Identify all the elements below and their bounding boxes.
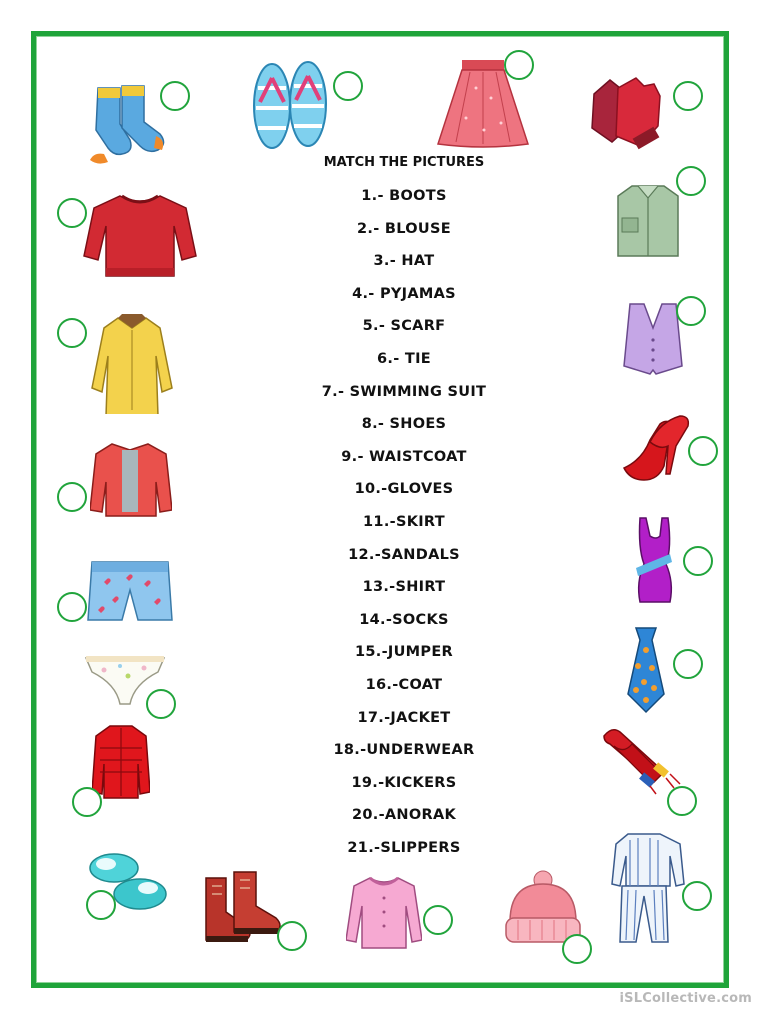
anorak-icon <box>92 724 150 800</box>
pyjamas-icon <box>602 830 686 948</box>
answer-circle[interactable] <box>673 81 703 111</box>
answer-circle[interactable] <box>676 296 706 326</box>
list-item: 14.-SOCKS <box>359 611 449 628</box>
answer-circle[interactable] <box>673 649 703 679</box>
shoes-icon <box>620 412 692 488</box>
answer-circle[interactable] <box>160 81 190 111</box>
answer-circle[interactable] <box>562 934 592 964</box>
list-item: 13.-SHIRT <box>362 579 446 596</box>
list-item: 6.- TIE <box>377 350 431 367</box>
watermark: iSLCollective.com <box>619 991 752 1006</box>
list-item: 20.-ANORAK <box>351 807 456 824</box>
answer-circle[interactable] <box>688 436 718 466</box>
list-item: 18.-UNDERWEAR <box>333 742 475 759</box>
worksheet-title: MATCH THE PICTURES <box>323 155 485 170</box>
answer-circle[interactable] <box>57 482 87 512</box>
answer-circle[interactable] <box>504 50 534 80</box>
list-item: 1.- BOOTS <box>361 188 447 204</box>
answer-circle[interactable] <box>423 905 453 935</box>
list-item: 4.- PYJAMAS <box>352 285 456 302</box>
list-item: 11.-SKIRT <box>363 513 445 530</box>
list-item: 15.-JUMPER <box>354 644 453 661</box>
list-item: 21.-SLIPPERS <box>347 839 461 856</box>
list-item: 5.- SCARF <box>362 318 446 335</box>
kickers-icon <box>200 870 282 946</box>
sandals-icon <box>248 58 332 152</box>
scarf-icon <box>600 726 684 796</box>
list-item: 16.-COAT <box>365 676 443 693</box>
list-item: 2.- BLOUSE <box>357 220 451 237</box>
answer-circle[interactable] <box>72 787 102 817</box>
gloves-icon <box>584 74 674 152</box>
coat-icon <box>90 312 174 414</box>
answer-circle[interactable] <box>57 592 87 622</box>
list-item: 10.-GLOVES <box>354 481 454 498</box>
list-item: 19.-KICKERS <box>351 774 457 791</box>
list-item: 12.-SANDALS <box>348 546 460 563</box>
jumper-icon <box>82 192 198 280</box>
shirt-icon <box>612 182 684 262</box>
blouse-icon <box>346 874 422 952</box>
answer-circle[interactable] <box>57 198 87 228</box>
list-item: 7.- SWIMMING SUIT <box>321 383 487 400</box>
answer-circle[interactable] <box>683 546 713 576</box>
answer-circle[interactable] <box>277 921 307 951</box>
swimming-suit-icon <box>630 516 676 604</box>
list-item: 17.-JACKET <box>357 709 451 726</box>
waistcoat-icon <box>622 300 684 376</box>
answer-circle[interactable] <box>86 890 116 920</box>
list-item: 8.- SHOES <box>361 416 447 433</box>
list-item: 9.- WAISTCOAT <box>341 448 467 465</box>
answer-circle[interactable] <box>667 786 697 816</box>
answer-circle[interactable] <box>333 71 363 101</box>
answer-circle[interactable] <box>682 881 712 911</box>
tie-icon <box>624 626 668 714</box>
answer-circle[interactable] <box>57 318 87 348</box>
jacket-icon <box>90 440 172 520</box>
answer-circle[interactable] <box>676 166 706 196</box>
vocabulary-list <box>240 184 568 868</box>
shorts-icon <box>86 558 174 624</box>
answer-circle[interactable] <box>146 689 176 719</box>
list-item: 3.- HAT <box>373 253 435 270</box>
